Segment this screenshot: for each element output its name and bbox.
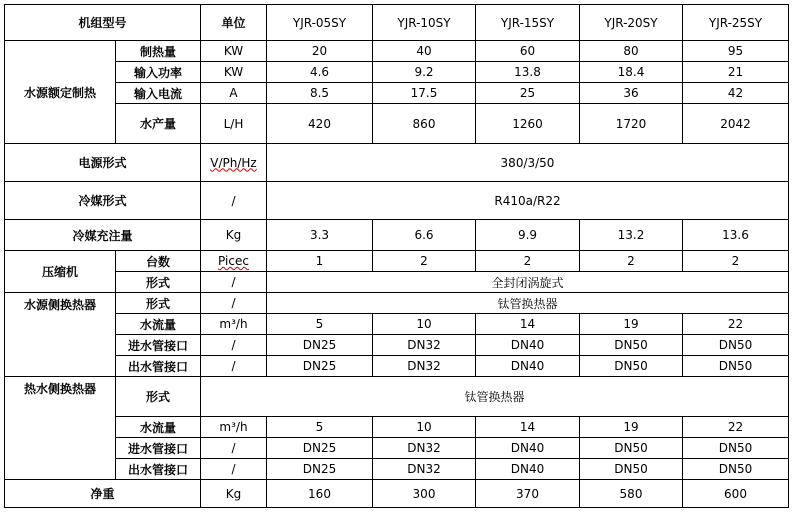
- hot-hx-group-label: 热水侧换热器: [5, 377, 116, 480]
- source-hx-group-label: 水源侧换热器: [5, 293, 116, 377]
- unit-cell: m³/h: [201, 314, 267, 335]
- table-row: [5, 356, 789, 377]
- value-cell: 6.6: [373, 220, 476, 251]
- row-label: 形式: [116, 272, 201, 293]
- value-cell: 370: [476, 480, 580, 508]
- unit-cell: /: [201, 356, 267, 377]
- row-label: 水流量: [116, 314, 201, 335]
- model-cell: YJR-25SY: [683, 5, 789, 41]
- value-cell: 3.3: [267, 220, 373, 251]
- table-row: [5, 459, 789, 480]
- table-row: [5, 182, 789, 220]
- row-label: 制热量: [116, 41, 201, 62]
- value-cell: 36: [580, 83, 683, 104]
- value-cell: 10: [373, 417, 476, 438]
- table-row: [5, 220, 789, 251]
- value-cell: DN50: [683, 335, 789, 356]
- table-row: [5, 438, 789, 459]
- value-cell: DN32: [373, 438, 476, 459]
- value-cell: 22: [683, 417, 789, 438]
- row-label: 输入功率: [116, 62, 201, 83]
- value-cell: DN32: [373, 459, 476, 480]
- charge-label: 冷媒充注量: [5, 220, 201, 251]
- header-row: [5, 5, 789, 41]
- value-cell: 1260: [476, 104, 580, 144]
- value-cell: 19: [580, 314, 683, 335]
- value-cell: 2: [476, 251, 580, 272]
- table-row: [5, 480, 789, 508]
- row-label: 出水管接口: [116, 459, 201, 480]
- unit-cell: /: [201, 182, 267, 220]
- unit-cell: /: [201, 293, 267, 314]
- value-cell: 14: [476, 417, 580, 438]
- unit-cell: /: [201, 438, 267, 459]
- unit-cell: /: [201, 272, 267, 293]
- value-cell: DN25: [267, 438, 373, 459]
- table-row: [5, 104, 789, 144]
- heating-group-label: 水源额定制热: [5, 41, 116, 144]
- value-cell: 21: [683, 62, 789, 83]
- row-label: 水产量: [116, 104, 201, 144]
- value-cell: DN50: [580, 356, 683, 377]
- compressor-group-label: 压缩机: [5, 251, 116, 293]
- table-row: [5, 83, 789, 104]
- value-cell: DN50: [580, 335, 683, 356]
- spec-table: [4, 4, 789, 508]
- value-cell: DN25: [267, 356, 373, 377]
- value-cell: 19: [580, 417, 683, 438]
- value-cell: DN32: [373, 356, 476, 377]
- value-cell: 80: [580, 41, 683, 62]
- unit-cell: A: [201, 83, 267, 104]
- value-cell: 600: [683, 480, 789, 508]
- compressor-qty-unit: Picec: [218, 254, 249, 268]
- value-cell: 22: [683, 314, 789, 335]
- table-row: [5, 144, 789, 182]
- value-cell: DN50: [683, 356, 789, 377]
- value-cell: DN40: [476, 438, 580, 459]
- table-row: [5, 62, 789, 83]
- value-cell: 8.5: [267, 83, 373, 104]
- source-hx-type-value: 钛管换热器: [267, 293, 789, 314]
- value-cell: 10: [373, 314, 476, 335]
- value-cell: DN25: [267, 459, 373, 480]
- value-cell: 13.6: [683, 220, 789, 251]
- power-label: 电源形式: [5, 144, 201, 182]
- unit-cell: KW: [201, 62, 267, 83]
- value-cell: 42: [683, 83, 789, 104]
- table-row: [5, 417, 789, 438]
- row-label: 水流量: [116, 417, 201, 438]
- header-title: 机组型号: [5, 5, 201, 41]
- unit-cell: L/H: [201, 104, 267, 144]
- value-cell: 13.2: [580, 220, 683, 251]
- power-value: 380/3/50: [267, 144, 789, 182]
- table-row: [5, 335, 789, 356]
- value-cell: DN50: [683, 438, 789, 459]
- row-label: 输入电流: [116, 83, 201, 104]
- value-cell: 860: [373, 104, 476, 144]
- value-cell: 580: [580, 480, 683, 508]
- value-cell: 4.6: [267, 62, 373, 83]
- value-cell: 5: [267, 417, 373, 438]
- value-cell: 2: [580, 251, 683, 272]
- value-cell: DN32: [373, 335, 476, 356]
- row-label: 进水管接口: [116, 335, 201, 356]
- model-cell: YJR-20SY: [580, 5, 683, 41]
- unit-cell: /: [201, 459, 267, 480]
- value-cell: 25: [476, 83, 580, 104]
- value-cell: 60: [476, 41, 580, 62]
- value-cell: 9.9: [476, 220, 580, 251]
- value-cell: DN50: [683, 459, 789, 480]
- refrigerant-value: R410a/R22: [267, 182, 789, 220]
- table-row: [5, 272, 789, 293]
- value-cell: DN40: [476, 356, 580, 377]
- value-cell: 420: [267, 104, 373, 144]
- value-cell: DN25: [267, 335, 373, 356]
- value-cell: 2: [373, 251, 476, 272]
- refrigerant-label: 冷媒形式: [5, 182, 201, 220]
- value-cell: 20: [267, 41, 373, 62]
- model-cell: YJR-15SY: [476, 5, 580, 41]
- power-unit: V/Ph/Hz: [210, 155, 257, 170]
- value-cell: 160: [267, 480, 373, 508]
- compressor-type-value: 全封闭涡旋式: [267, 272, 789, 293]
- hot-hx-type-value: 钛管换热器: [201, 377, 789, 417]
- unit-cell: m³/h: [201, 417, 267, 438]
- model-cell: YJR-05SY: [267, 5, 373, 41]
- value-cell: 1720: [580, 104, 683, 144]
- row-label: 形式: [116, 293, 201, 314]
- value-cell: 14: [476, 314, 580, 335]
- table-row: [5, 41, 789, 62]
- value-cell: 9.2: [373, 62, 476, 83]
- value-cell: 40: [373, 41, 476, 62]
- value-cell: 2042: [683, 104, 789, 144]
- model-cell: YJR-10SY: [373, 5, 476, 41]
- unit-cell: Kg: [201, 220, 267, 251]
- table-row: [5, 293, 789, 314]
- value-cell: 95: [683, 41, 789, 62]
- value-cell: 5: [267, 314, 373, 335]
- value-cell: 2: [683, 251, 789, 272]
- header-unit: 单位: [201, 5, 267, 41]
- value-cell: DN50: [580, 459, 683, 480]
- value-cell: DN40: [476, 335, 580, 356]
- row-label: 形式: [116, 377, 201, 417]
- value-cell: DN40: [476, 459, 580, 480]
- value-cell: 300: [373, 480, 476, 508]
- table-row: [5, 251, 789, 272]
- table-row: [5, 314, 789, 335]
- value-cell: DN50: [580, 438, 683, 459]
- row-label: 进水管接口: [116, 438, 201, 459]
- value-cell: 18.4: [580, 62, 683, 83]
- table-row: [5, 377, 789, 417]
- unit-cell: [201, 144, 267, 182]
- weight-label: 净重: [5, 480, 201, 508]
- value-cell: 17.5: [373, 83, 476, 104]
- unit-cell: /: [201, 335, 267, 356]
- row-label: 台数: [116, 251, 201, 272]
- unit-cell: [201, 251, 267, 272]
- unit-cell: KW: [201, 41, 267, 62]
- unit-cell: Kg: [201, 480, 267, 508]
- value-cell: 1: [267, 251, 373, 272]
- row-label: 出水管接口: [116, 356, 201, 377]
- value-cell: 13.8: [476, 62, 580, 83]
